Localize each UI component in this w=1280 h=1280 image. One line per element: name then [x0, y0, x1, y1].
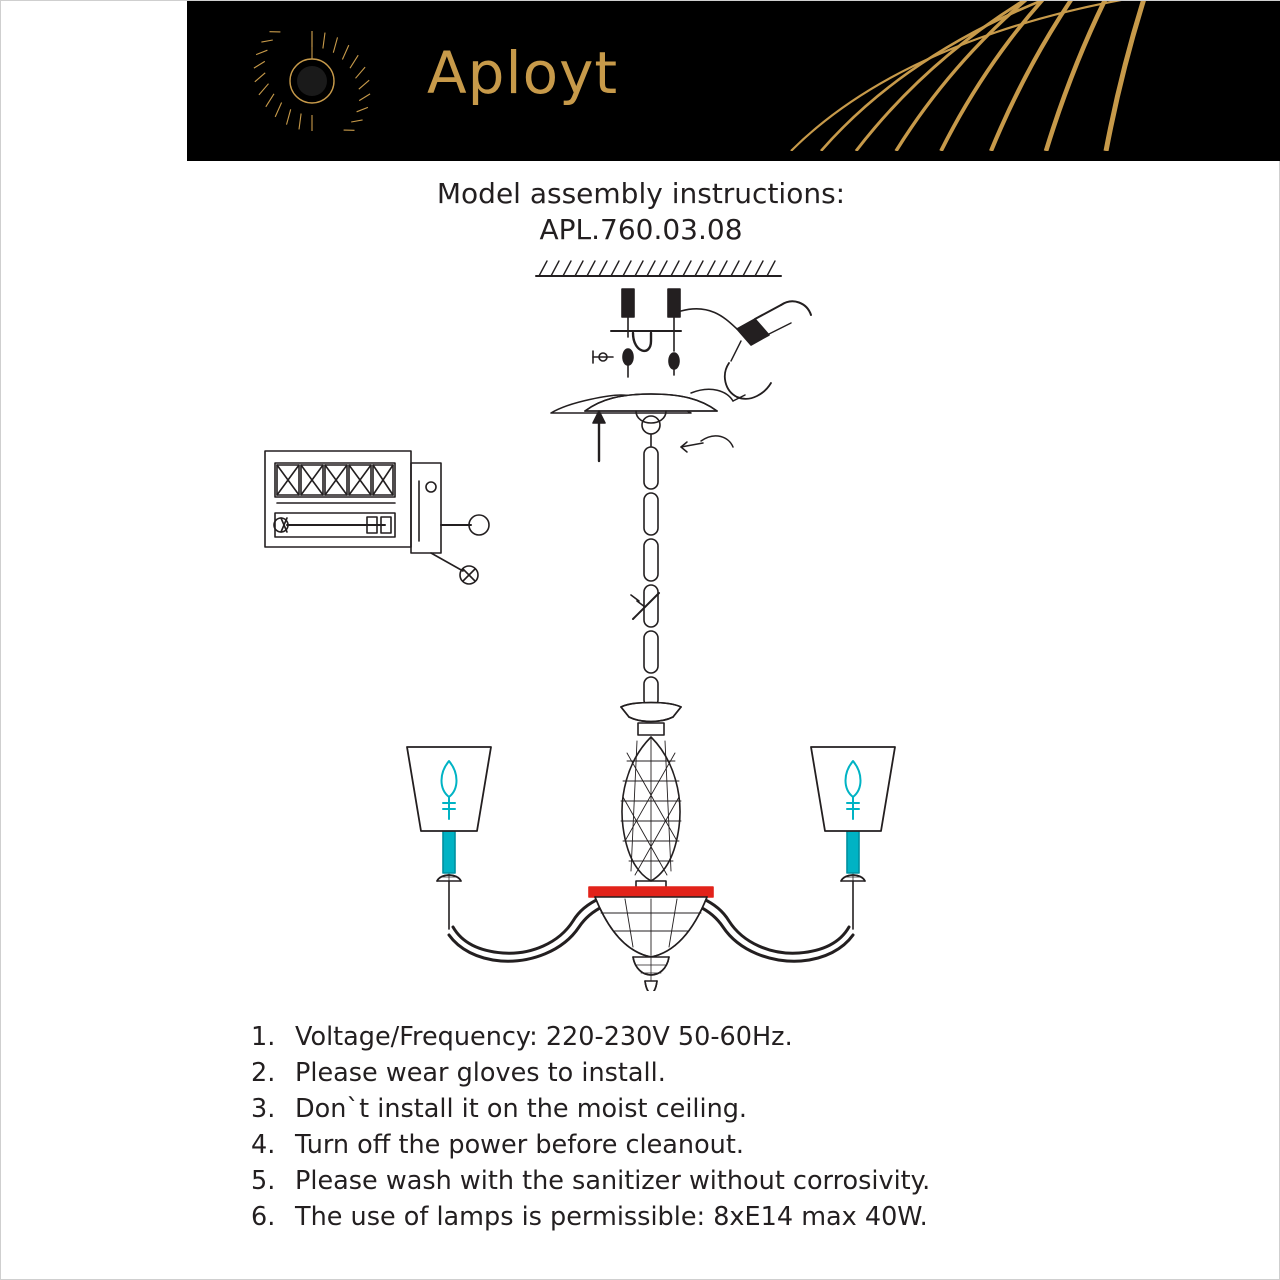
ceiling-cup	[551, 389, 745, 452]
screwdriver-tool	[593, 351, 613, 363]
ceiling-hatching	[536, 261, 781, 276]
list-item	[251, 1019, 1151, 1055]
list-item	[251, 1199, 1151, 1235]
note-number: 6.	[251, 1202, 276, 1232]
note-number: 3.	[251, 1094, 276, 1124]
note-text: The use of lamps is permissible: 8xE14 max 40W.	[295, 1202, 928, 1232]
brand-wordmark: Aployt	[427, 39, 619, 107]
list-item	[251, 1163, 1151, 1199]
gold-rays-decoration-icon	[771, 1, 1280, 151]
note-text: Please wash with the sanitizer without corrosivity.	[295, 1166, 931, 1196]
list-item	[251, 1055, 1151, 1091]
note-number: 5.	[251, 1166, 276, 1196]
chandelier-assembly-diagram	[181, 241, 1121, 991]
central-stem	[621, 703, 681, 892]
lampshade-left	[407, 747, 491, 929]
sunburst-logo-icon	[237, 27, 387, 135]
note-number: 1.	[251, 1022, 276, 1052]
arrow-up-indicator	[593, 411, 605, 461]
page-title: Model assembly instructions:	[436, 177, 846, 210]
no-cut-symbol	[631, 593, 659, 619]
model-code: APL.760.03.08	[539, 213, 743, 246]
note-number: 4.	[251, 1130, 276, 1160]
wire-connector	[681, 301, 811, 398]
terminal-block	[265, 451, 489, 584]
note-text: Voltage/Frequency: 220-230V 50-60Hz.	[295, 1022, 793, 1052]
chain-link	[644, 447, 658, 707]
list-item	[251, 1127, 1151, 1163]
list-item	[251, 1091, 1151, 1127]
chandelier-body	[589, 887, 713, 991]
note-text: Don`t install it on the moist ceiling.	[295, 1094, 748, 1124]
anchor-screws	[593, 289, 681, 377]
note-number: 2.	[251, 1058, 276, 1088]
note-text: Turn off the power before cleanout.	[295, 1130, 744, 1160]
instruction-notes-list	[251, 1019, 1151, 1235]
note-text: Please wear gloves to install.	[295, 1058, 666, 1088]
lampshade-right	[811, 747, 895, 929]
brand-banner	[187, 1, 1280, 161]
